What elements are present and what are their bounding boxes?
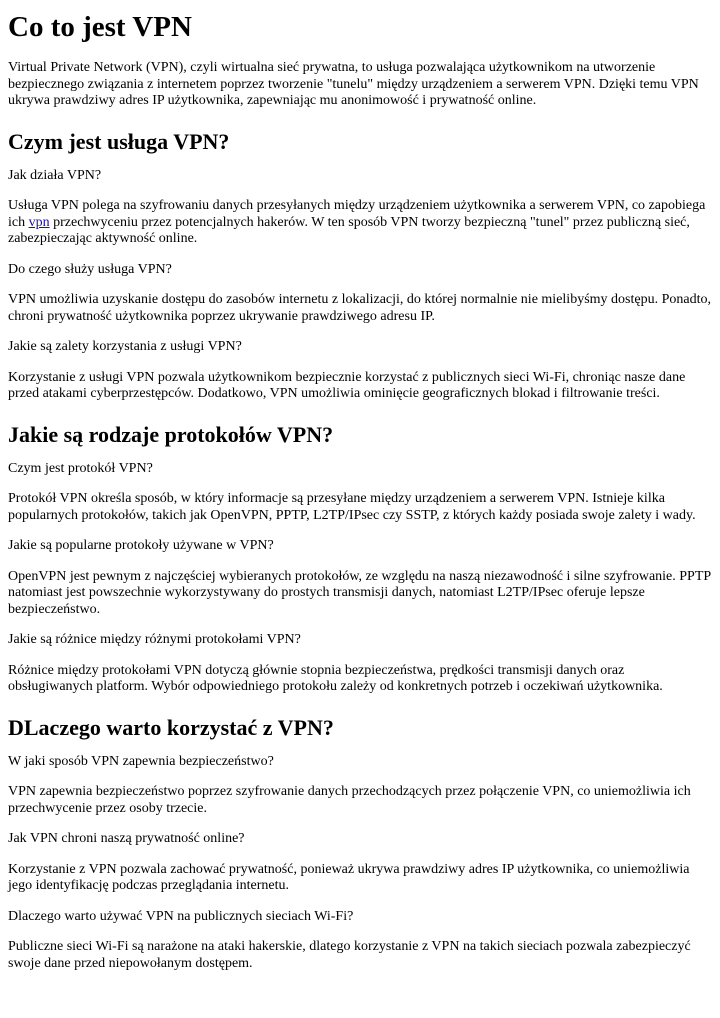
answer: OpenVPN jest pewnym z najczęściej wybieranych protokołów, ze względu na naszą niezawodność i silne szyfrowanie. PPTP natomiast jest powszechnie wykorzystywany do prostych transmisji danych, natomiast L2TP/IPsec oferuje lepsze bezpieczeństwo. — [8, 568, 711, 617]
answer-text: przechwyceniu przez potencjalnych hakerów. W ten sposób VPN tworzy bezpieczną "tunel" przez publiczną sieć, zabezpieczając aktywność online. — [8, 214, 690, 246]
section-heading: Czym jest usługa VPN? — [8, 128, 230, 154]
question: Dlaczego warto używać VPN na publicznych sieciach Wi-Fi? — [8, 908, 354, 924]
question: W jaki sposób VPN zapewnia bezpieczeństwo? — [8, 753, 274, 769]
question: Jakie są popularne protokoły używane w VPN? — [8, 538, 274, 553]
answer — [8, 198, 712, 248]
answer: Publiczne sieci Wi-Fi są narażone na ataki hakerskie, dlatego korzystanie z VPN na takich sieciach pozwala zabezpieczyć swoje dane przed niepowołanym dostępem. — [8, 939, 691, 971]
answer: VPN umożliwia uzyskanie dostępu do zasobów internetu z lokalizacji, do której normalnie nie mielibyśmy dostępu. Ponadto, chroni prywatność użytkownika poprzez ukrywanie prawdziwego adresu IP. — [8, 292, 711, 324]
vpn-link[interactable]: vpn — [28, 214, 50, 230]
answer: Korzystanie z VPN pozwala zachować prywatność, ponieważ ukrywa prawdziwy adres IP użytkownika, co uniemożliwia jego identyfikację podczas przeglądania internetu. — [8, 861, 690, 893]
section-heading: DLaczego warto korzystać z VPN? — [8, 714, 334, 740]
page-title: Co to jest VPN — [8, 11, 192, 43]
answer: Korzystanie z usługi VPN pozwala użytkownikom bezpiecznie korzystać z publicznych sieci Wi-Fi, chroniąc nasze dane przed atakami cyberprzestępców. Dodatkowo, VPN umożliwia ominięcie geograficznych blokad i filtrowanie treści. — [8, 369, 686, 401]
question: Jakie są zalety korzystania z usługi VPN? — [8, 339, 242, 354]
section-protocol-types — [8, 421, 712, 696]
intro-paragraph: Virtual Private Network (VPN), czyli wirtualna sieć prywatna, to usługa pozwalająca użytkownikom na utworzenie bezpiecznego związania z internetem poprzez tworzenie "tunelu" między urządzeniem a serwerem VPN. Dzięki temu VPN ukrywa prawdziwy adres IP użytkownika, zapewniając mu anonimowość i prywatność online. — [8, 60, 699, 108]
answer: Protokół VPN określa sposób, w który informacje są przesyłane między urządzeniem a serwerem VPN. Istnieje kilka popularnych protokołów, takich jak OpenVPN, PPTP, L2TP/IPsec czy SSTP, z których każdy posiada swoje zalety i wady. — [8, 491, 696, 523]
question: Jak VPN chroni naszą prywatność online? — [8, 831, 245, 846]
question: Jakie są różnice między różnymi protokołami VPN? — [8, 632, 301, 647]
answer: Różnice między protokołami VPN dotyczą głównie stopnia bezpieczeństwa, prędkości transmisji danych oraz obsługiwanych platform. Wybór odpowiedniego protokołu zależy od konkretnych potrzeb i oczekiwań użytkownika. — [8, 662, 663, 694]
section-what-is-vpn-service — [8, 128, 712, 403]
section-why-use-vpn — [8, 714, 712, 973]
answer: VPN zapewnia bezpieczeństwo poprzez szyfrowanie danych przechodzących przez połączenie VPN, co uniemożliwia ich przechwycenie przez osoby trzecie. — [8, 784, 691, 816]
section-heading: Jakie są rodzaje protokołów VPN? — [8, 421, 334, 447]
question: Do czego służy usługa VPN? — [8, 261, 172, 277]
question: Jak działa VPN? — [8, 167, 102, 183]
answer-text: Usługa VPN polega na szyfrowaniu danych przesyłanych między urządzeniem użytkownika a serwerem VPN, co zapobiega ich — [8, 198, 706, 230]
question: Czym jest protokół VPN? — [8, 460, 153, 476]
